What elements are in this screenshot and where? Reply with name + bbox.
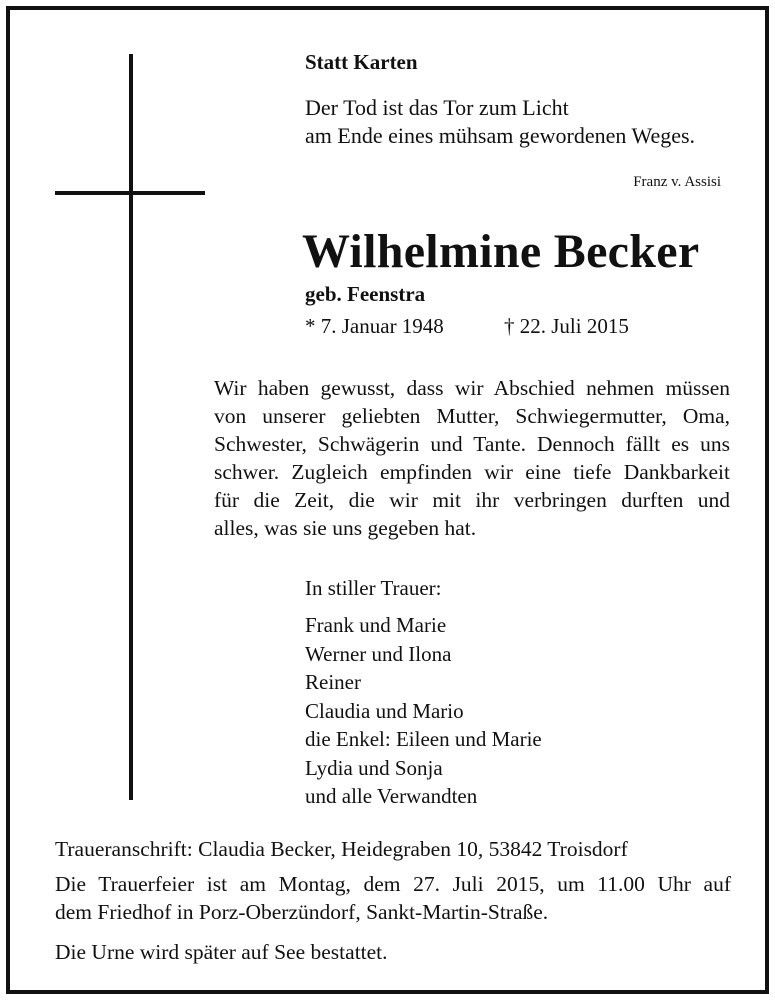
mourner-list (305, 611, 542, 811)
mourner-name: Reiner (305, 670, 361, 694)
quote-author: Franz v. Assisi (633, 174, 721, 190)
mourning-address: Traueranschrift: Claudia Becker, Heidegraben 10, 53842 Troisdorf (55, 837, 628, 861)
birth-date: * 7. Januar 1948 (305, 314, 444, 338)
message-line: schwer. Zugleich empfinden wir eine tiefe Dankbarkeit (214, 460, 730, 484)
mourner-name: Frank und Marie (305, 613, 447, 637)
cross-vertical-bar (129, 54, 133, 800)
mourner-name: Werner und Ilona (305, 641, 452, 666)
maiden-name: geb. Feenstra (305, 282, 426, 306)
obituary-frame (6, 6, 769, 994)
cross-horizontal-bar (55, 191, 205, 195)
quote-line: am Ende eines mühsam gewordenen Weges. (305, 123, 696, 148)
quote (305, 94, 695, 150)
death-date: † 22. Juli 2015 (504, 314, 629, 338)
ceremony-line: dem Friedhof in Porz-Oberzündorf, Sankt-Martin-Straße. (55, 900, 549, 924)
quote-line: Der Tod ist das Tor zum Licht (305, 95, 569, 120)
mourner-name: und alle Verwandten (305, 784, 478, 808)
farewell-message (214, 374, 730, 542)
mourner-name: Lydia und Sonja (305, 755, 443, 780)
message-line: für die Zeit, die wir mit ihr verbringen durften und (214, 488, 730, 512)
urn-note: Die Urne wird später auf See bestattet. (55, 940, 388, 964)
message-line: von unserer geliebten Mutter, Schwiegermutter, Oma, (214, 404, 730, 428)
ceremony-info (55, 870, 731, 926)
message-line: alles, was sie uns gegeben hat. (214, 516, 477, 540)
message-line: Schwester, Schwägerin und Tante. Dennoch fällt es uns (214, 432, 730, 456)
deceased-name: Wilhelmine Becker (302, 225, 700, 278)
mourner-name: die Enkel: Eileen und Marie (305, 727, 542, 751)
mourning-intro: In stiller Trauer: (305, 576, 442, 600)
ceremony-line: Die Trauerfeier ist am Montag, dem 27. Juli 2015, um 11.00 Uhr auf (55, 872, 731, 896)
message-line: Wir haben gewusst, dass wir Abschied nehmen müssen (214, 376, 730, 400)
statt-karten-heading: Statt Karten (305, 50, 418, 74)
mourner-name: Claudia und Mario (305, 698, 464, 723)
